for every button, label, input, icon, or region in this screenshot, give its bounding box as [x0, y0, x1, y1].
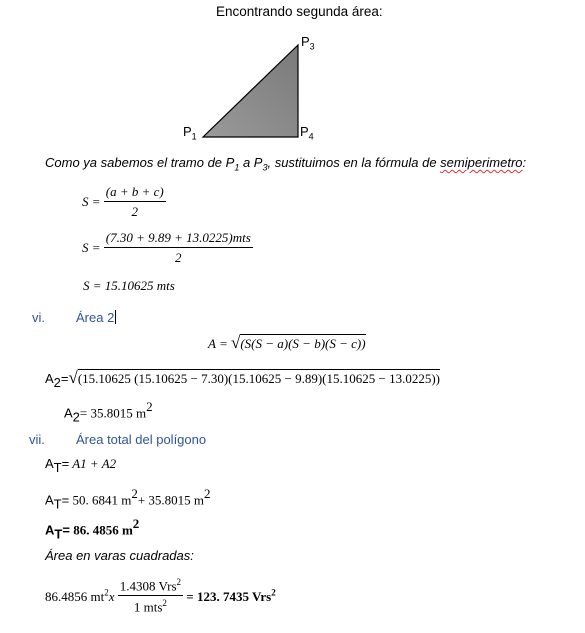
varas-result: 123. 7435 Vrs	[196, 588, 272, 604]
substitution-denominator: 2	[175, 250, 182, 265]
p3-label: $P_3$	[301, 34, 315, 52]
formula-denominator: 2	[131, 204, 139, 219]
conversion-numerator: 1.4308 Vrs$^2$	[118, 577, 183, 596]
formula-numerator: (a + b + c)	[104, 184, 166, 202]
semiperimeter-substitution: S = $\frac{\text{(7.30 + 9.89 + 13.0225)mts}}{2}$	[82, 230, 251, 265]
a2-result: $A_2= 35.8015$ $m^2$	[64, 399, 153, 425]
semiperimeter-result: S = 15.10625 mts	[83, 278, 175, 293]
varas-conversion: 86.4856 $mt^2x$ $\frac{1.4308 Vrs^2}{1 mts^2}$ = 123. 7435 Vrs$^2$	[45, 577, 276, 615]
p1-label: $P_1$	[183, 124, 197, 142]
p4-label: $P_4$	[300, 124, 314, 142]
section-vii-title: Área total del polígono	[76, 432, 207, 447]
spellcheck-word: semiperimetro	[440, 155, 523, 170]
section-vi-title: Área 2	[76, 310, 115, 325]
text-cursor	[115, 310, 116, 324]
total-area-expression: $A_T= A1 + A2$	[45, 456, 117, 476]
a2-substitution: $A_2=√(15.10625$ (15.10625 − 7.30)(15.10625 − 9.89)(15.10625 − 13.0225))	[45, 368, 440, 391]
conversion-denominator: 1 mts$^2$	[133, 598, 167, 615]
section-vii-number: vii.	[29, 432, 45, 447]
section-heading: Encontrando segunda área:	[216, 4, 383, 19]
semiperimeter-formula: S = $\frac{(a + b + c)}{2}$	[82, 184, 164, 219]
total-area-sum: $A_T= 50$. 6841 $m^2+ 35.8015$ $m^2$	[45, 486, 211, 512]
intro-sentence: Como ya sabemos el tramo de $P_1$ a $P_3$, sustituimos en la fórmula de semiperimetro:	[45, 155, 527, 173]
section-vi-number: vi.	[32, 310, 45, 325]
substitution-numerator: (7.30 + 9.89 + 13.0225)mts	[104, 230, 253, 248]
heron-formula: A = √(S(S − a)(S − b)(S − c))	[208, 333, 366, 352]
triangle-figure	[195, 38, 305, 142]
total-area-result: $A_T= 86$. 4856 $m^2$	[45, 516, 140, 542]
varas-label: Área en varas cuadradas:	[45, 548, 194, 563]
triangle-shape	[203, 45, 298, 137]
